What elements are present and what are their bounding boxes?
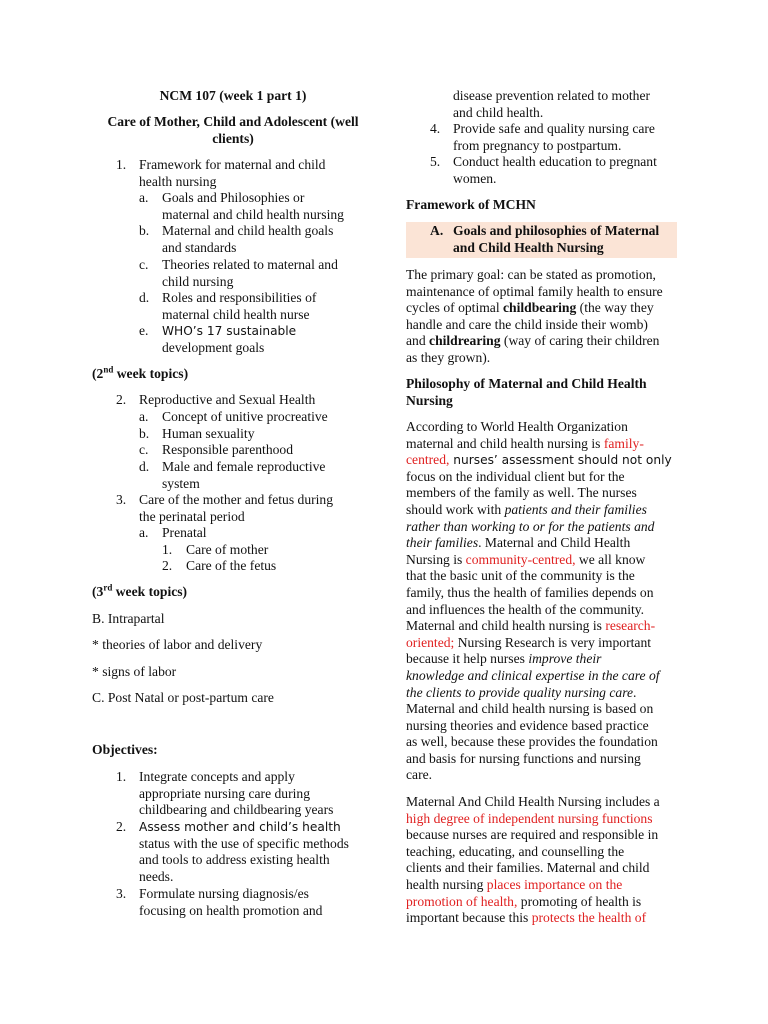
doc-title: NCM 107 (week 1 part 1): [159, 88, 307, 103]
week3-line: * theories of labor and delivery: [92, 637, 263, 652]
week3-line: * signs of labor: [92, 664, 177, 679]
section-a-heading: A. Goals and philosophies of Maternal and Child Health Nursing: [430, 223, 660, 255]
philosophy-heading: Philosophy of Maternal and Child Health Nursing: [406, 376, 647, 408]
week3-line: B. Intrapartal: [92, 611, 165, 626]
week2-heading: (2nd week topics): [92, 364, 189, 381]
philosophy-paragraph: According to World Health Organization maternal and child health nursing is family- centred, nurses’ assessment should not only focus on the individual client but for the members of the family as well. The nurses should work with patients and their families rather than working to or for the patients and their families. Maternal and Child Health Nursing is community-centred, we all know that the basic unit of the community is the family, thus the health of families depends on and influences the health of the community. Maternal and child health nursing is research- oriented; Nursing Research is very important because it help nurses improve their knowledge and clinical expertise in the care of the clients to provide quality nursing care. Maternal and child health nursing is based on nursing theories and evidence based practice as well, because these provides the foundation and basis for nursing functions and nursing care.: [406, 419, 672, 783]
week3-heading: (3rd week topics): [92, 582, 188, 599]
objectives-continued: disease prevention related to mother and child health.: [453, 88, 651, 120]
primary-goal-paragraph: The primary goal: can be stated as promotion, maintenance of optimal family health to ensure cycles of optimal childbearing (the way they handle and care the child inside their womb) and childrearing (way of caring their children as they grown).: [406, 267, 663, 365]
framework-heading: Framework of MCHN: [406, 197, 536, 212]
week3-line: C. Post Natal or post-partum care: [92, 690, 274, 705]
independent-functions-paragraph: Maternal And Child Health Nursing includes a high degree of independent nursing functions because nurses are required and responsible in teaching, educating, and counselling the clients and their families. Maternal and child health nursing places importance on the promotion of health, promoting of health is important because this protects the health of: [406, 794, 660, 926]
objectives-heading: Objectives:: [92, 742, 158, 757]
doc-subtitle: Care of Mother, Child and Adolescent (well clients): [107, 114, 359, 146]
